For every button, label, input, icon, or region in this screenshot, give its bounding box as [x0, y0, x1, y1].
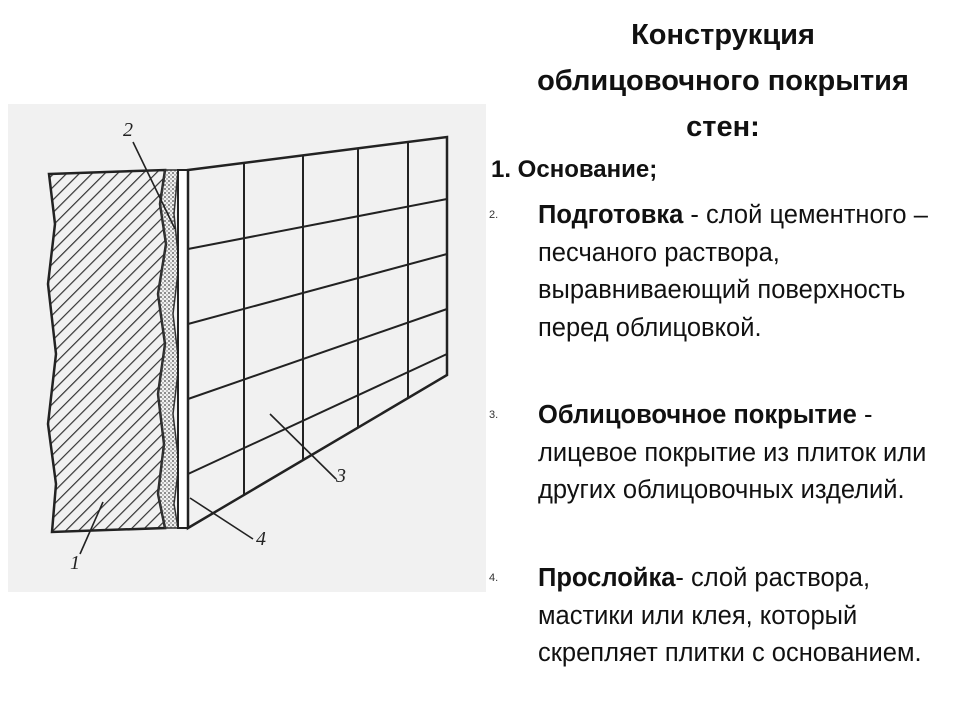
item-separator: -	[683, 201, 707, 229]
title-line-3: стен:	[686, 111, 760, 143]
item-separator: -	[675, 564, 691, 592]
item-description: лицевое покрытие из плиток или других облицовочных изделий.	[538, 438, 927, 504]
item-description: слой раствора, мастики или клея, который скрепляет плитки с основанием.	[538, 564, 922, 667]
item-number: 2.	[489, 209, 499, 221]
item-term: Облицовочное покрытие	[538, 401, 857, 429]
item-description: слой цементного – песчаного раствора, выравниваеющий поверхность перед облицовкой.	[538, 201, 928, 342]
label-4: 4	[256, 528, 266, 550]
label-3: 3	[336, 465, 346, 487]
item-term: Прослойка	[538, 564, 676, 592]
label-2: 2	[123, 119, 133, 141]
base-layer	[48, 170, 166, 532]
interlayer	[178, 170, 188, 528]
label-1: 1	[70, 552, 80, 574]
title-line-2: облицовочного покрытия	[537, 65, 909, 97]
item-number: 3.	[489, 409, 499, 421]
item-number: 4.	[489, 572, 499, 584]
title-line-1: Конструкция	[631, 19, 815, 51]
list-item-1: 1. Основание;	[491, 156, 658, 183]
item-separator: -	[856, 401, 873, 429]
slide-title	[488, 12, 958, 150]
diagram-svg	[8, 104, 486, 592]
item-term: Подготовка	[538, 201, 684, 229]
wall-cladding-diagram	[8, 104, 486, 592]
